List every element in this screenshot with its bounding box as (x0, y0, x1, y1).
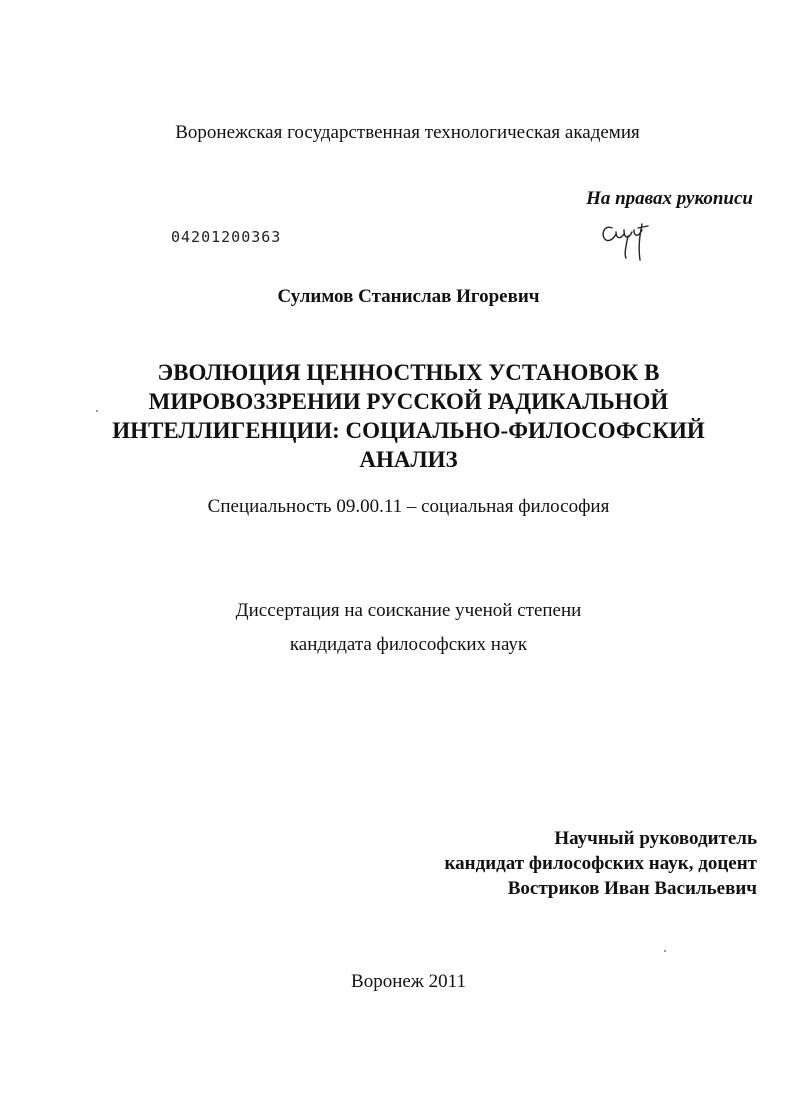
supervisor-role: Научный руководитель (554, 828, 757, 849)
title-line: АНАЛИЗ (359, 447, 458, 472)
supervisor-name: Востриков Иван Васильевич (507, 878, 757, 899)
specialty-line: Специальность 09.00.11 – социальная философия (207, 496, 610, 517)
registration-code: 04201200363 (171, 228, 282, 246)
place-and-year: Воронеж 2011 (351, 971, 466, 992)
scan-speck (664, 950, 666, 952)
supervisor-credentials: кандидат философских наук, доцент (444, 853, 757, 874)
title-line: МИРОВОЗЗРЕНИИ РУССКОЙ РАДИКАЛЬНОЙ (148, 389, 669, 414)
supervisor-block (445, 826, 757, 901)
author-name: Сулимов Станислав Игоревич (277, 286, 540, 307)
scan-speck (96, 410, 98, 412)
institution-name: Воронежская государственная технологическая академия (175, 122, 640, 143)
title-line: ЭВОЛЮЦИЯ ЦЕННОСТНЫХ УСТАНОВОК В (157, 360, 660, 385)
degree-line-2: кандидата философских наук (289, 634, 528, 655)
title-line: ИНТЕЛЛИГЕНЦИИ: СОЦИАЛЬНО-ФИЛОСОФСКИЙ (112, 418, 705, 443)
signature-mark (598, 214, 658, 262)
degree-line-1: Диссертация на соискание ученой степени (235, 600, 582, 621)
rights-notice: На правах рукописи (586, 188, 753, 209)
dissertation-title (0, 358, 797, 474)
